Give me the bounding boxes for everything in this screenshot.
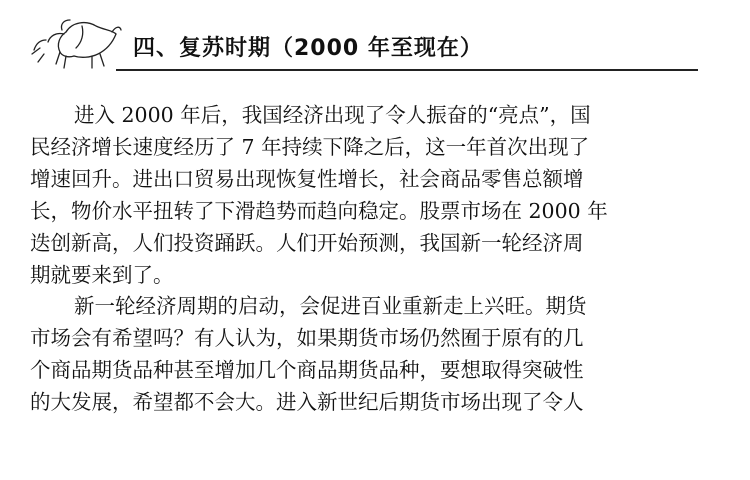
- paragraph-line: 新一轮经济周期的启动，会促进百业重新走上兴旺。期货: [74, 294, 587, 318]
- paragraph-line: 迭创新高，人们投资踊跃。人们开始预测，我国新一轮经济周: [30, 231, 584, 255]
- heading-rule-divider: [116, 69, 698, 71]
- paragraph-line: 个商品期货品种甚至增加几个商品期货品种，要想取得突破性: [30, 358, 584, 382]
- paragraph-line: 增速回升。进出口贸易出现恢复性增长，社会商品零售总额增: [30, 167, 584, 191]
- paragraph-line: 民经济增长速度经历了 7 年持续下降之后，这一年首次出现了: [30, 135, 590, 159]
- paragraph-line: 长，物价水平扭转了下滑趋势而趋向稳定。股票市场在 2000 年: [30, 199, 608, 223]
- section-heading: 四、复苏时期（2000 年至现在）: [133, 36, 483, 61]
- bison-logo-icon: [26, 14, 122, 76]
- paragraph-line: 的大发展，希望都不会大。进入新世纪后期货市场出现了令人: [30, 390, 584, 414]
- paragraph-line: 进入 2000 年后，我国经济出现了令人振奋的“亮点”，国: [74, 103, 591, 127]
- paragraph-line: 市场会有希望吗？有人认为，如果期货市场仍然囿于原有的几: [30, 326, 584, 350]
- paragraph-line: 期就要来到了。: [30, 263, 174, 287]
